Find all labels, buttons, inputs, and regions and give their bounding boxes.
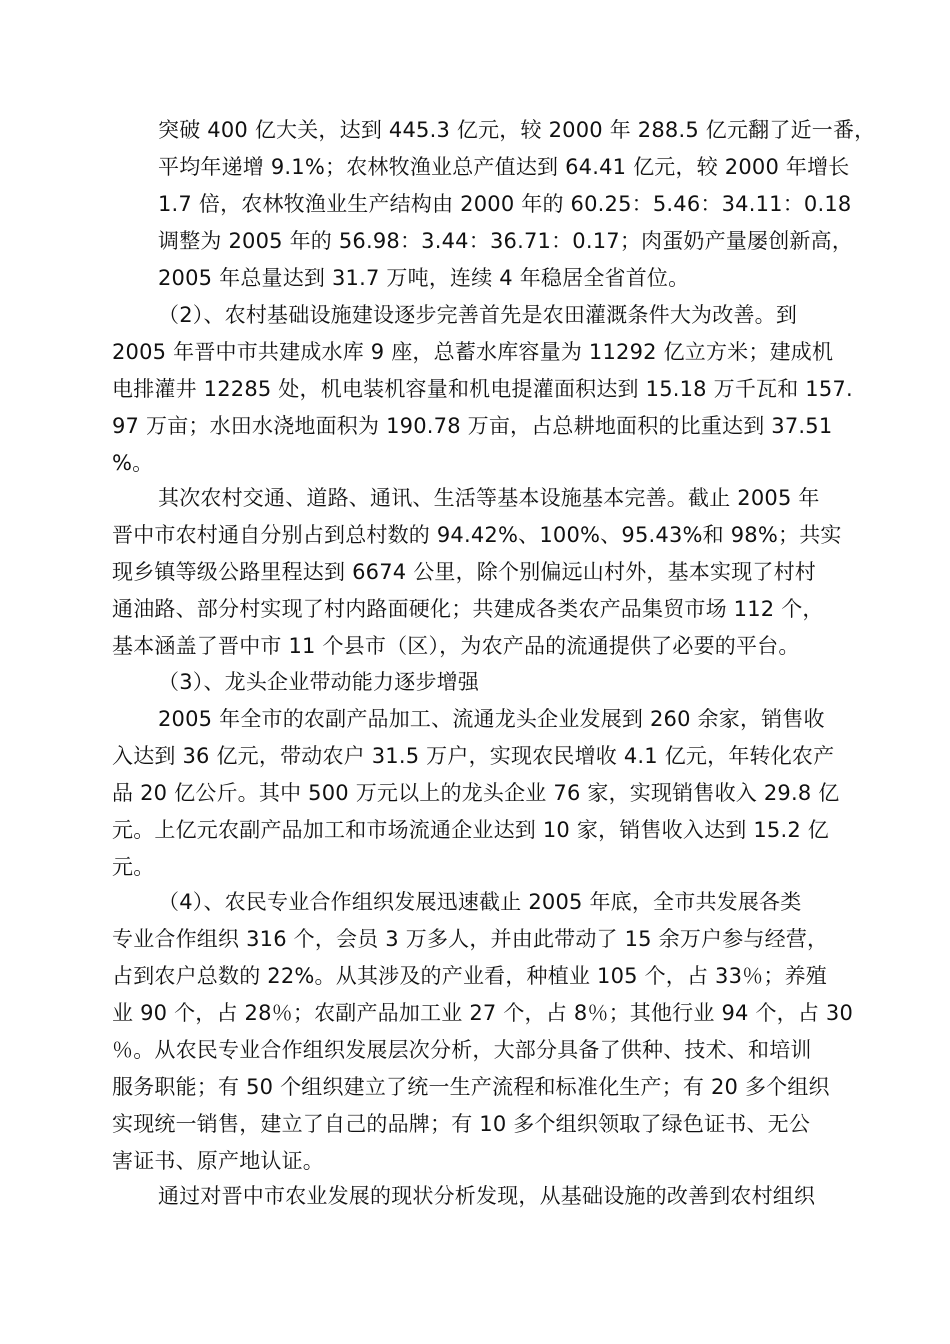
text-line-18: 入达到 36 亿元，带动农户 31.5 万户，实现农民增收 4.1 亿元，年转化农产	[112, 744, 835, 768]
text-line-20: 元。上亿元农副产品加工和市场流通企业达到 10 家，销售收入达到 15.2 亿	[112, 818, 829, 842]
text-line-13: 现乡镇等级公路里程达到 6674 公里，除个别偏远山村外，基本实现了村村	[112, 560, 816, 584]
text-line-27: 服务职能；有 50 个组织建立了统一生产流程和标准化生产；有 20 多个组织	[112, 1075, 830, 1099]
text-line-24: 占到农户总数的 22%。从其涉及的产业看，种植业 105 个，占 33％；养殖	[112, 964, 827, 988]
text-line-29: 害证书、原产地认证。	[112, 1149, 324, 1173]
text-line-23: 专业合作组织 316 个，会员 3 万多人，并由此带动了 15 余万户参与经营，	[112, 927, 829, 951]
text-line-11: 其次农村交通、道路、通讯、生活等基本设施基本完善。截止 2005 年	[158, 486, 820, 510]
text-line-21: 元。	[112, 855, 155, 879]
text-line-15: 基本涵盖了晋中市 11 个县市（区），为农产品的流通提供了必要的平台。	[112, 634, 800, 658]
text-line-2: 平均年递增 9.1%；农林牧渔业总产值达到 64.41 亿元，较 2000 年增长	[158, 155, 850, 179]
text-line-28: 实现统一销售，建立了自己的品牌；有 10 多个组织领取了绿色证书、无公	[112, 1112, 811, 1136]
text-line-30: 通过对晋中市农业发展的现状分析发现，从基础设施的改善到农村组织	[158, 1184, 816, 1208]
text-line-7: 2005 年晋中市共建成水库 9 座，总蓄水库容量为 11292 亿立方米；建成机	[112, 340, 834, 364]
text-line-25: 业 90 个，占 28％；农副产品加工业 27 个，占 8％；其他行业 94 个，占 30	[112, 1001, 854, 1025]
section-4-heading: （4）、农民专业合作组织发展迅速截止 2005 年底，全市共发展各类	[158, 890, 802, 914]
section-2-heading: （2）、农村基础设施建设逐步完善首先是农田灌溉条件大为改善。到	[158, 303, 798, 327]
text-line-1: 突破 400 亿大关，达到 445.3 亿元，较 2000 年 288.5 亿元翻了近一番，	[158, 118, 876, 142]
text-line-14: 通油路、部分村实现了村内路面硬化；共建成各类农产品集贸市场 112 个，	[112, 597, 824, 621]
text-line-17: 2005 年全市的农副产品加工、流通龙头企业发展到 260 余家，销售收	[158, 707, 825, 731]
text-line-10: %。	[112, 451, 154, 475]
text-line-8: 电排灌井 12285 处，机电装机容量和机电提灌面积达到 15.18 万千瓦和 157.	[112, 377, 853, 401]
text-line-9: 97 万亩；水田水浇地面积为 190.78 万亩，占总耕地面积的比重达到 37.51	[112, 414, 833, 438]
text-line-4: 调整为 2005 年的 56.98：3.44：36.71：0.17；肉蛋奶产量屡创新高，	[158, 229, 854, 253]
text-line-3: 1.7 倍，农林牧渔业生产结构由 2000 年的 60.25：5.46：34.11：0.18	[158, 192, 852, 216]
text-line-5: 2005 年总量达到 31.7 万吨，连续 4 年稳居全省首位。	[158, 266, 690, 290]
text-line-12: 晋中市农村通自分别占到总村数的 94.42%、100%、95.43%和 98%；共实	[112, 523, 842, 547]
text-line-19: 品 20 亿公斤。其中 500 万元以上的龙头企业 76 家，实现销售收入 29.8 亿	[112, 781, 840, 805]
text-line-26: ％。从农民专业合作组织发展层次分析，大部分具备了供种、技术、和培训	[112, 1038, 812, 1062]
section-3-heading: （3）、龙头企业带动能力逐步增强	[158, 670, 480, 694]
